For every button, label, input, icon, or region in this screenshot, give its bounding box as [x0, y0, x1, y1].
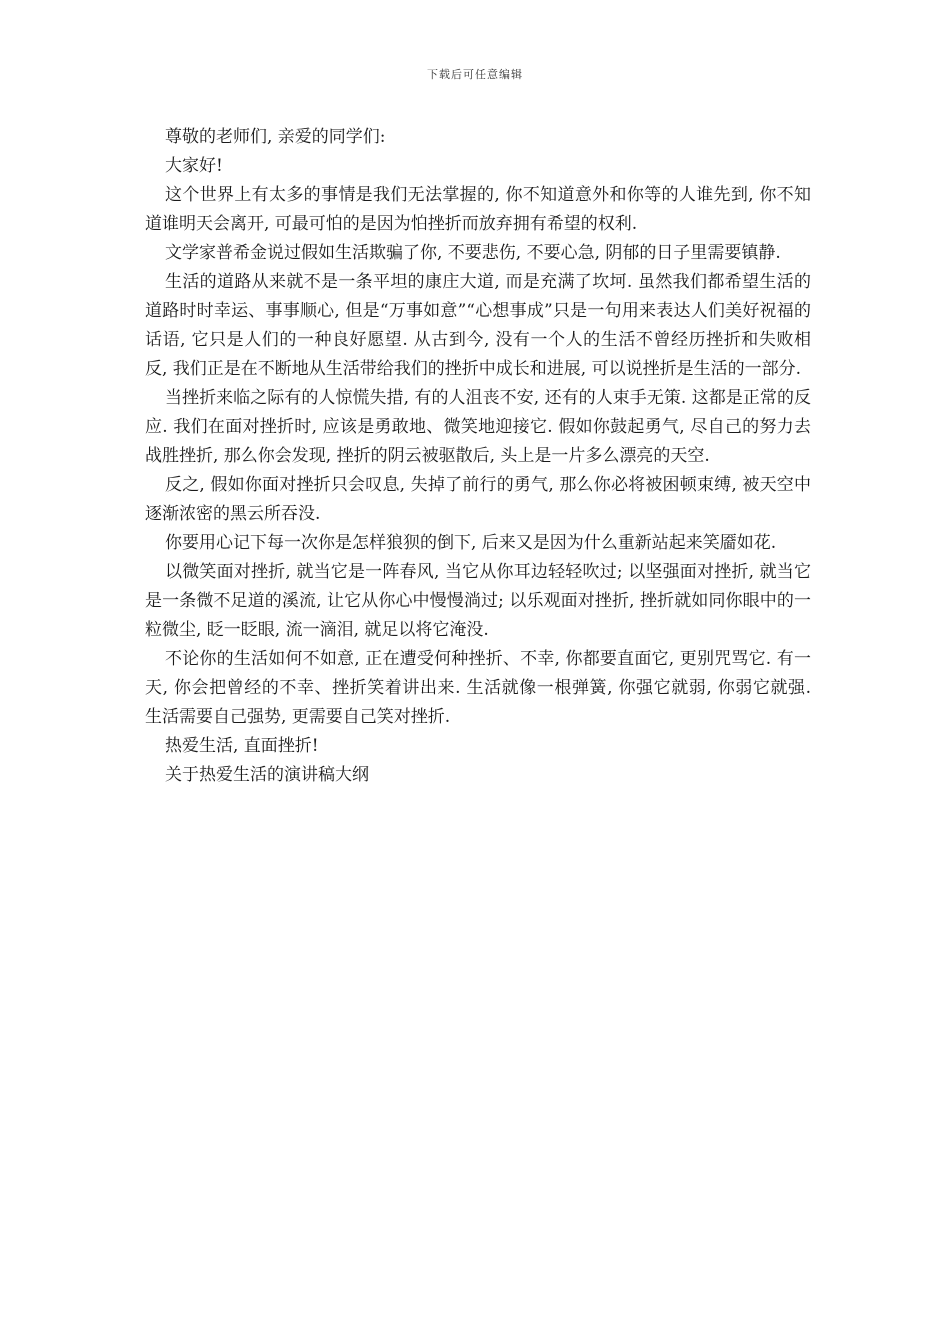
paragraph: 以微笑面对挫折, 就当它是一阵春风, 当它从你耳边轻轻吹过; 以坚强面对挫折, 就当它是一条微不足道的溪流, 让它从你心中慢慢淌过; 以乐观面对挫折, 挫折就如同你眼中的一粒微尘, 眨一眨眼, 流一滴泪, 就足以将它淹没.: [145, 562, 811, 640]
paragraph: 当挫折来临之际有的人惊慌失措, 有的人沮丧不安, 还有的人束手无策. 这都是正常的反应. 我们在面对挫折时, 应该是勇敢地、微笑地迎接它. 假如你鼓起勇气, 尽自己的努力去战胜挫折, 那么你会发现, 挫折的阴云被驱散后, 头上是一片多么漂亮的天空.: [145, 388, 811, 466]
paragraph: 这个世界上有太多的事情是我们无法掌握的, 你不知道意外和你等的人谁先到, 你不知道谁明天会离开, 可最可怕的是因为怕挫折而放弃拥有希望的权利.: [145, 185, 811, 234]
paragraph: 反之, 假如你面对挫折只会叹息, 失掉了前行的勇气, 那么你必将被困顿束缚, 被天空中逐渐浓密的黑云所吞没.: [145, 475, 811, 524]
closing-line: 热爱生活, 直面挫折!: [165, 736, 319, 756]
paragraph: 不论你的生活如何不如意, 正在遭受何种挫折、不幸, 你都要直面它, 更别咒骂它. 有一天, 你会把曾经的不幸、挫折笑着讲出来. 生活就像一根弹簧, 你强它就弱, 你弱它就强. 生活需要自己强势, 更需要自己笑对挫折.: [145, 649, 811, 727]
paragraph: 生活的道路从来就不是一条平坦的康庄大道, 而是充满了坎坷. 虽然我们都希望生活的道路时时幸运、事事顺心, 但是“万事如意”“心想事成”只是一句用来表达人们美好祝福的话语, 它只是人们的一种良好愿望. 从古到今, 没有一个人的生活不曾经历挫折和失败相反, 我们正是在不断地从生活带给我们的挫折中成长和进展, 可以说挫折是生活的一部分.: [145, 272, 811, 379]
paragraph: 文学家普希金说过假如生活欺骗了你, 不要悲伤, 不要心急, 阴郁的日子里需要镇静.: [165, 243, 781, 263]
greeting: 大家好!: [165, 156, 223, 176]
paragraph: 你要用心记下每一次你是怎样狼狈的倒下, 后来又是因为什么重新站起来笑靥如花.: [165, 533, 777, 553]
page-header-note: 下载后可任意编辑: [427, 68, 523, 81]
salutation: 尊敬的老师们, 亲爱的同学们:: [165, 127, 386, 147]
outline-title: 关于热爱生活的演讲稿大纲: [165, 765, 369, 785]
document-body: [145, 123, 811, 790]
